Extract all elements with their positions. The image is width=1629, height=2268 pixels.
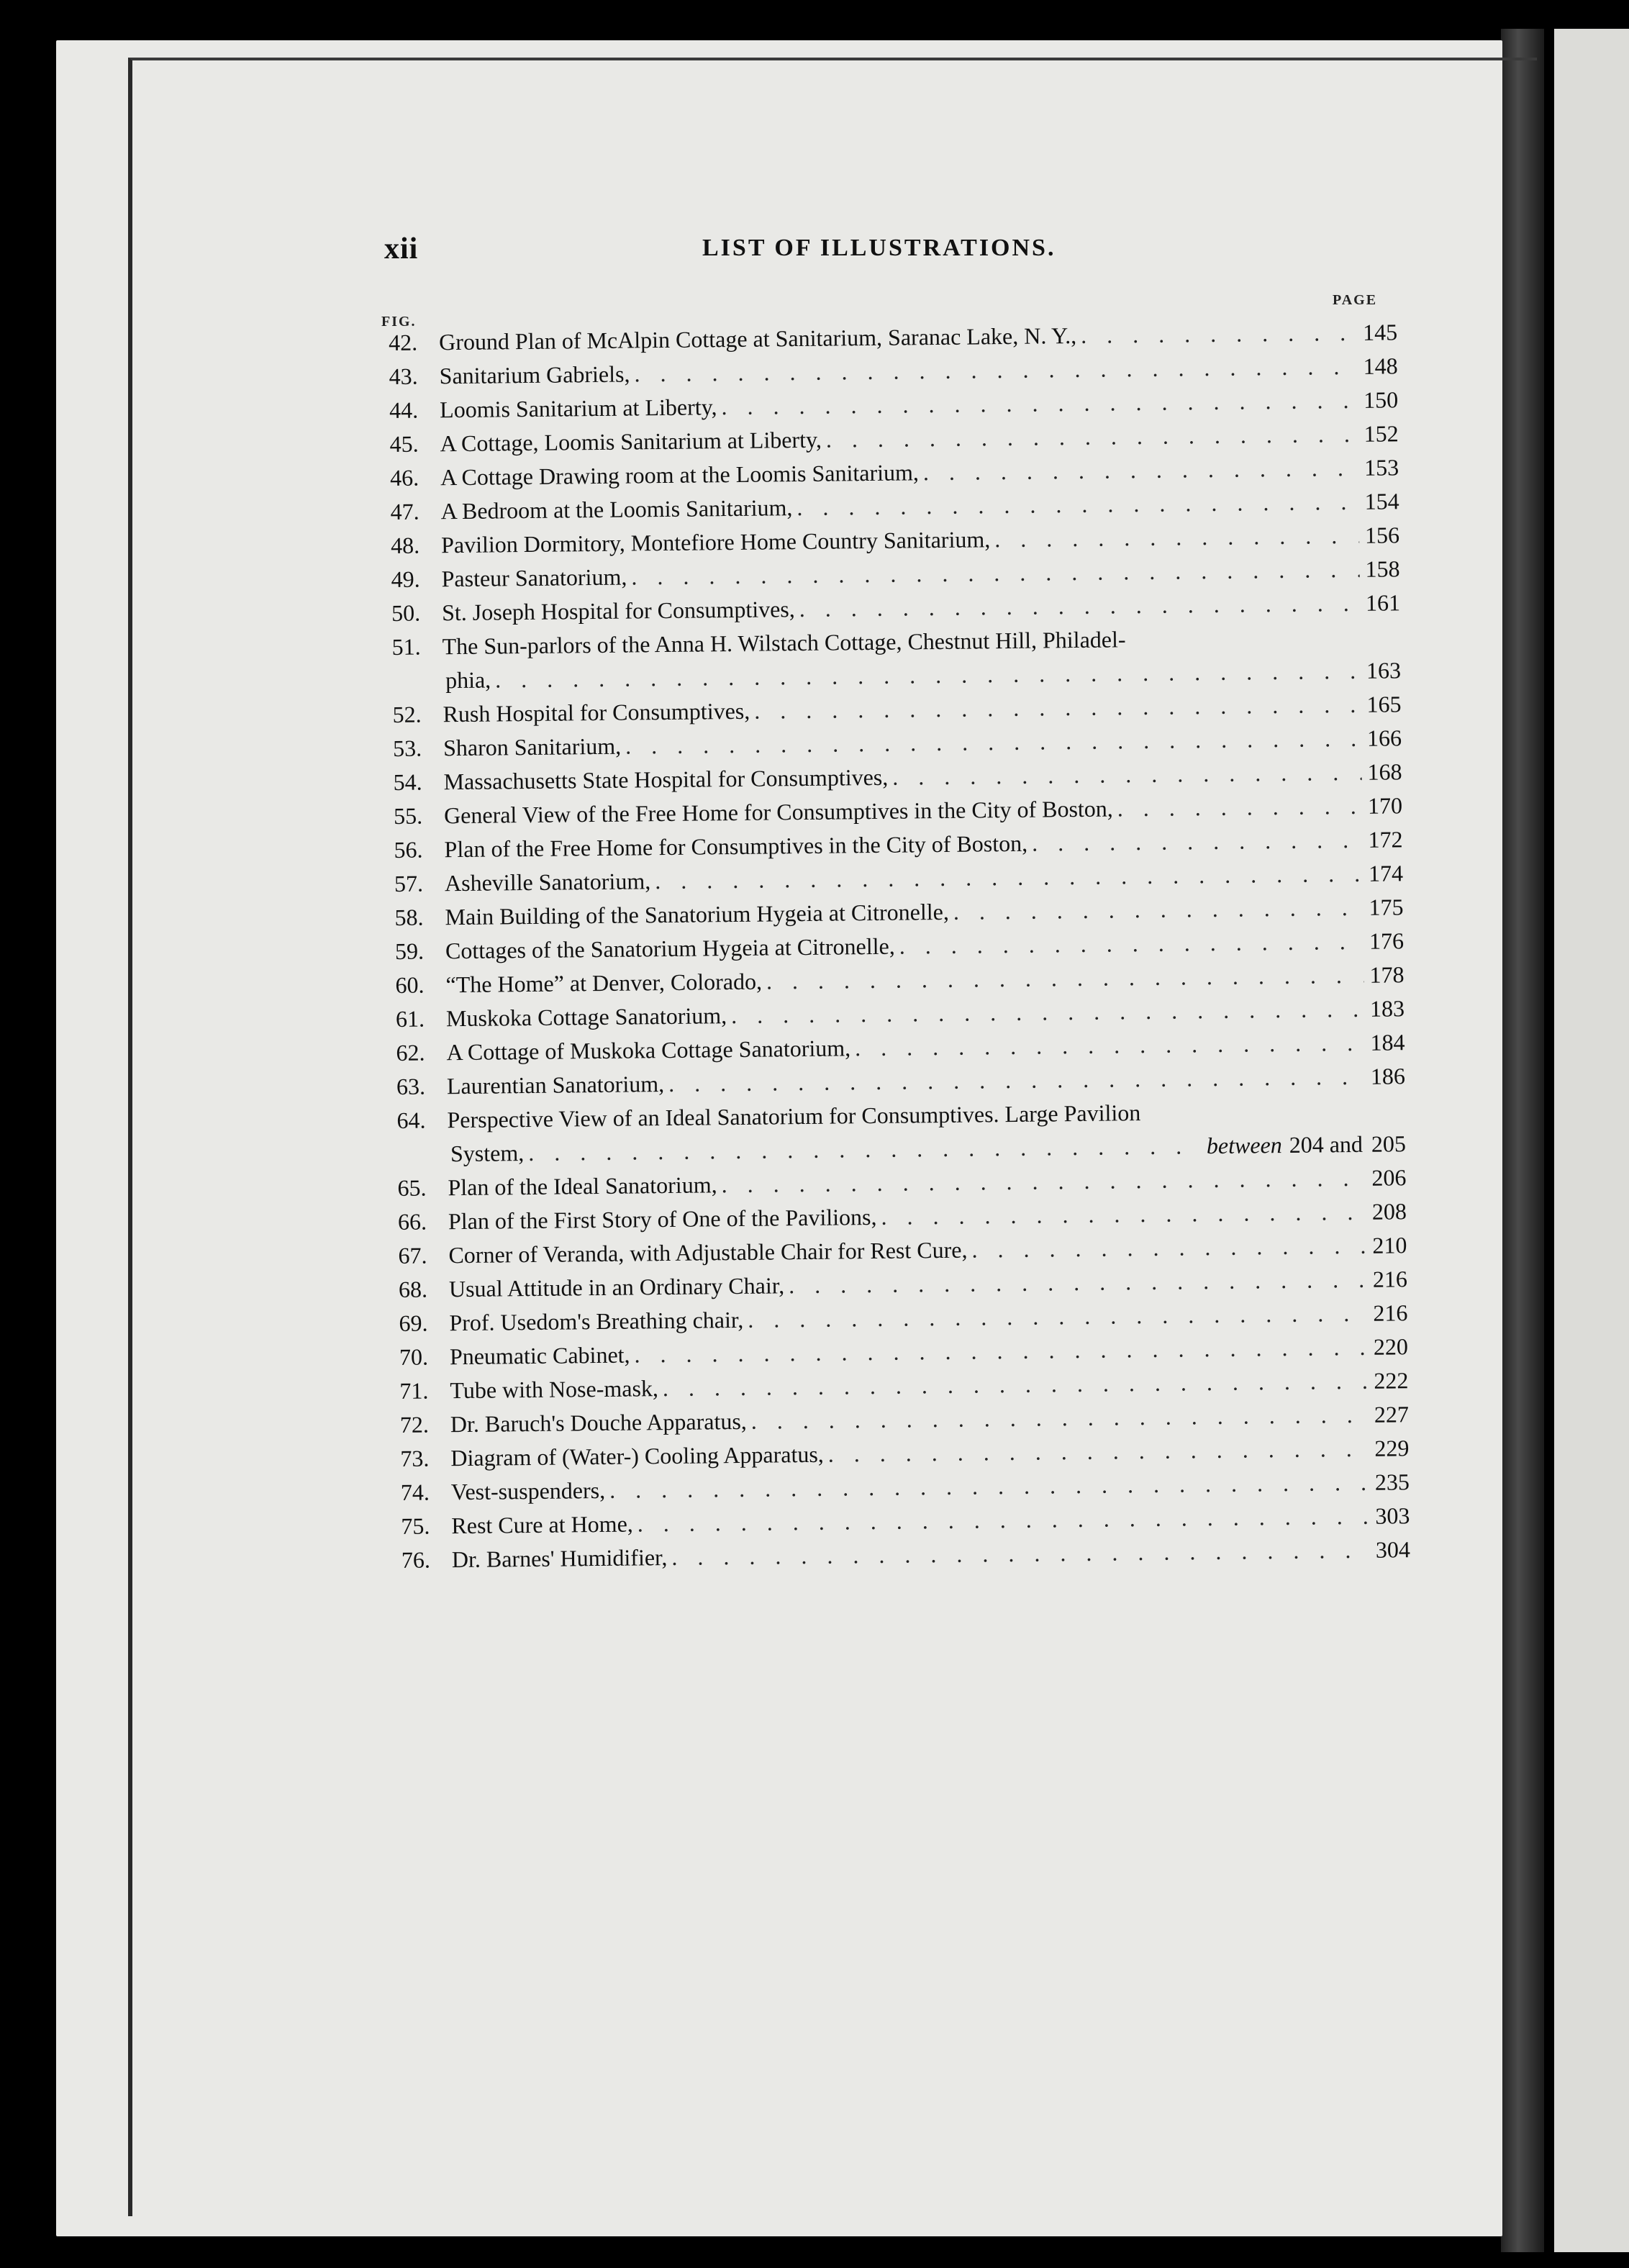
dot-leader	[754, 691, 1361, 725]
page-ref: 222	[1374, 1367, 1409, 1394]
figure-title-continuation: phia,	[445, 666, 491, 694]
page-ref: 152	[1363, 420, 1399, 447]
figure-title: Vest-suspenders,	[450, 1477, 606, 1505]
page-ref: 205	[1371, 1130, 1407, 1157]
dot-leader	[748, 1300, 1367, 1333]
dot-leader	[953, 894, 1363, 925]
figure-title: “The Home” at Denver, Colorado,	[445, 968, 763, 998]
figure-title: Main Building of the Sanatorium Hygeia at Citronelle,	[445, 898, 950, 930]
figure-number: 44.	[389, 396, 419, 423]
dot-leader	[828, 1435, 1369, 1468]
dot-leader	[766, 962, 1364, 995]
figure-title: Sharon Sanitarium,	[443, 732, 622, 761]
dot-leader	[855, 1030, 1365, 1061]
figure-title: A Cottage of Muskoka Cottage Sanatorium,	[446, 1035, 851, 1066]
page-ref: 154	[1364, 488, 1399, 514]
figure-number: 65.	[397, 1174, 427, 1201]
figure-title: Massachusetts State Hospital for Consumptives,	[443, 763, 889, 795]
dot-leader	[994, 522, 1359, 553]
figure-title: General View of the Free Home for Consumptives in the City of Boston,	[443, 795, 1113, 829]
figure-title: Pavilion Dormitory, Montefiore Home Country Sanitarium,	[440, 526, 991, 558]
dot-leader	[971, 1233, 1366, 1264]
page-ref: 170	[1367, 792, 1403, 819]
adjacent-page-edge	[1554, 29, 1629, 2252]
dot-leader	[1117, 793, 1363, 822]
figure-number: 64.	[396, 1107, 426, 1133]
figure-title: A Cottage, Loomis Sanitarium at Liberty,	[440, 426, 822, 457]
figure-number: 49.	[391, 566, 420, 592]
page-ref: 163	[1366, 657, 1402, 684]
dot-leader	[721, 387, 1358, 420]
page-ref: 186	[1370, 1063, 1406, 1089]
fig-column-header: FIG.	[381, 314, 417, 330]
dot-leader	[923, 455, 1359, 486]
figure-number: 61.	[395, 1005, 425, 1032]
page-ref: 161	[1365, 589, 1401, 616]
figure-number: 53.	[392, 735, 422, 761]
page-ref: 206	[1371, 1164, 1407, 1191]
page-ref: 229	[1374, 1435, 1410, 1461]
dot-leader	[899, 928, 1364, 960]
figure-title: Rest Cure at Home,	[451, 1510, 633, 1539]
page-ref-from: 204 and	[1289, 1130, 1363, 1158]
figure-number: 66.	[397, 1208, 427, 1235]
dot-leader	[881, 1199, 1366, 1230]
page-ref: 150	[1363, 386, 1399, 413]
figure-title: Plan of the Ideal Sanatorium,	[448, 1171, 717, 1201]
figure-number: 46.	[389, 464, 419, 491]
page-ref: 145	[1362, 319, 1398, 345]
dot-leader	[751, 1402, 1369, 1435]
figure-title: The Sun-parlors of the Anna H. Wilstach Cottage, Chestnut Hill, Philadel-	[442, 626, 1126, 660]
figure-title: Pasteur Sanatorium,	[441, 563, 627, 592]
page-column-header: PAGE	[1333, 292, 1378, 308]
figure-number: 76.	[401, 1546, 431, 1573]
figure-title: Dr. Barnes' Humidifier,	[451, 1544, 668, 1573]
running-title: LIST OF ILLUSTRATIONS.	[702, 235, 1056, 261]
page-ref: 216	[1372, 1266, 1408, 1292]
dot-leader	[892, 759, 1362, 791]
dot-leader	[1032, 827, 1363, 857]
figure-number: 67.	[398, 1242, 427, 1269]
page-number: xii	[384, 232, 419, 266]
figure-title: Corner of Veranda, with Adjustable Chair for Rest Cure,	[448, 1236, 968, 1269]
figure-title: Perspective View of an Ideal Sanatorium for Consumptives. Large Pavilion	[447, 1099, 1141, 1133]
page-ref: 303	[1375, 1502, 1410, 1529]
page-ref: 235	[1374, 1469, 1410, 1495]
figure-title: A Cottage Drawing room at the Loomis Sanitarium,	[440, 459, 920, 491]
figure-title: Tube with Nose-mask,	[450, 1375, 659, 1404]
page-ref: 178	[1369, 961, 1405, 988]
figure-title: Loomis Sanitarium at Liberty,	[439, 394, 717, 423]
figure-number: 60.	[395, 971, 425, 998]
figure-title: Prof. Usedom's Breathing chair,	[449, 1306, 744, 1336]
figure-number: 72.	[399, 1411, 430, 1438]
page-ref: 174	[1368, 860, 1404, 886]
figure-number: 43.	[389, 363, 418, 389]
page-ref: 148	[1363, 353, 1398, 379]
figure-number: 52.	[392, 701, 422, 727]
figure-number: 50.	[391, 599, 421, 626]
figure-number: 62.	[396, 1039, 425, 1066]
page-ref: 184	[1370, 1029, 1405, 1056]
dot-leader	[789, 1266, 1367, 1299]
figure-number: 75.	[401, 1512, 430, 1539]
figure-title-continuation: System,	[450, 1140, 525, 1167]
figure-title: Usual Attitude in an Ordinary Chair,	[448, 1272, 785, 1302]
page-ref: 172	[1368, 826, 1403, 853]
figure-number: 57.	[394, 870, 424, 897]
figure-number: 54.	[393, 768, 422, 795]
figure-number: 55.	[393, 802, 423, 829]
page-ref: 183	[1369, 995, 1405, 1022]
figure-title: Rush Hospital for Consumptives,	[443, 697, 750, 727]
figure-number: 71.	[399, 1377, 429, 1404]
figure-title: Diagram of (Water-) Cooling Apparatus,	[450, 1441, 824, 1471]
figure-number: 48.	[390, 532, 420, 558]
figure-number: 59.	[394, 938, 425, 964]
figure-number: 68.	[398, 1276, 428, 1302]
dot-leader	[826, 421, 1358, 453]
page-ref: 153	[1363, 454, 1399, 481]
figure-title: Plan of the Free Home for Consumptives in the City of Boston,	[444, 830, 1028, 863]
page-ref: 166	[1366, 725, 1402, 751]
figure-title: Muskoka Cottage Sanatorium,	[445, 1002, 727, 1032]
figure-title: Dr. Baruch's Douche Apparatus,	[450, 1407, 747, 1438]
figure-number: 69.	[399, 1310, 428, 1336]
figure-number: 58.	[394, 904, 424, 930]
figure-title: Pneumatic Cabinet,	[449, 1341, 630, 1370]
dot-leader	[1081, 319, 1357, 349]
page-ref: 168	[1367, 758, 1402, 785]
figure-title: Sanitarium Gabriels,	[439, 360, 630, 389]
dot-leader	[799, 590, 1361, 622]
figure-title: Plan of the First Story of One of the Pavilions,	[448, 1203, 877, 1235]
figure-number: 47.	[390, 498, 419, 525]
figure-title: A Bedroom at the Loomis Sanitarium,	[440, 494, 793, 525]
page-ref: 210	[1372, 1232, 1407, 1258]
page-ref: 216	[1373, 1299, 1408, 1326]
page-ref: 304	[1375, 1536, 1411, 1563]
illustrations-list	[389, 319, 1423, 1581]
figure-number: 73.	[400, 1445, 430, 1471]
figure-number: 42.	[389, 329, 418, 355]
page-ref: 156	[1364, 522, 1400, 548]
page-ref: 165	[1366, 691, 1402, 717]
figure-number: 74.	[400, 1479, 430, 1505]
figure-number: 63.	[396, 1073, 426, 1099]
dot-leader	[731, 996, 1364, 1029]
page-ref: 176	[1369, 927, 1405, 954]
page-ref: 220	[1373, 1333, 1409, 1360]
figure-title: Cottages of the Sanatorium Hygeia at Citronelle,	[445, 933, 895, 964]
between-label: between	[1206, 1132, 1282, 1159]
figure-title: St. Joseph Hospital for Consumptives,	[441, 596, 795, 626]
figure-number: 45.	[389, 430, 419, 457]
page-ref: 227	[1374, 1401, 1410, 1428]
figure-title: Ground Plan of McAlpin Cottage at Sanitarium, Saranac Lake, N. Y.,	[438, 322, 1077, 355]
figure-number: 70.	[399, 1343, 429, 1370]
page-ref: 158	[1365, 555, 1400, 582]
dot-leader	[797, 489, 1359, 521]
figure-title: Laurentian Sanatorium,	[446, 1071, 665, 1099]
figure-title: Asheville Sanatorium,	[444, 868, 651, 897]
page-ref: 208	[1371, 1198, 1407, 1225]
figure-number: 56.	[394, 836, 423, 863]
page-ref: 175	[1369, 894, 1404, 920]
figure-number: 51.	[391, 633, 421, 660]
